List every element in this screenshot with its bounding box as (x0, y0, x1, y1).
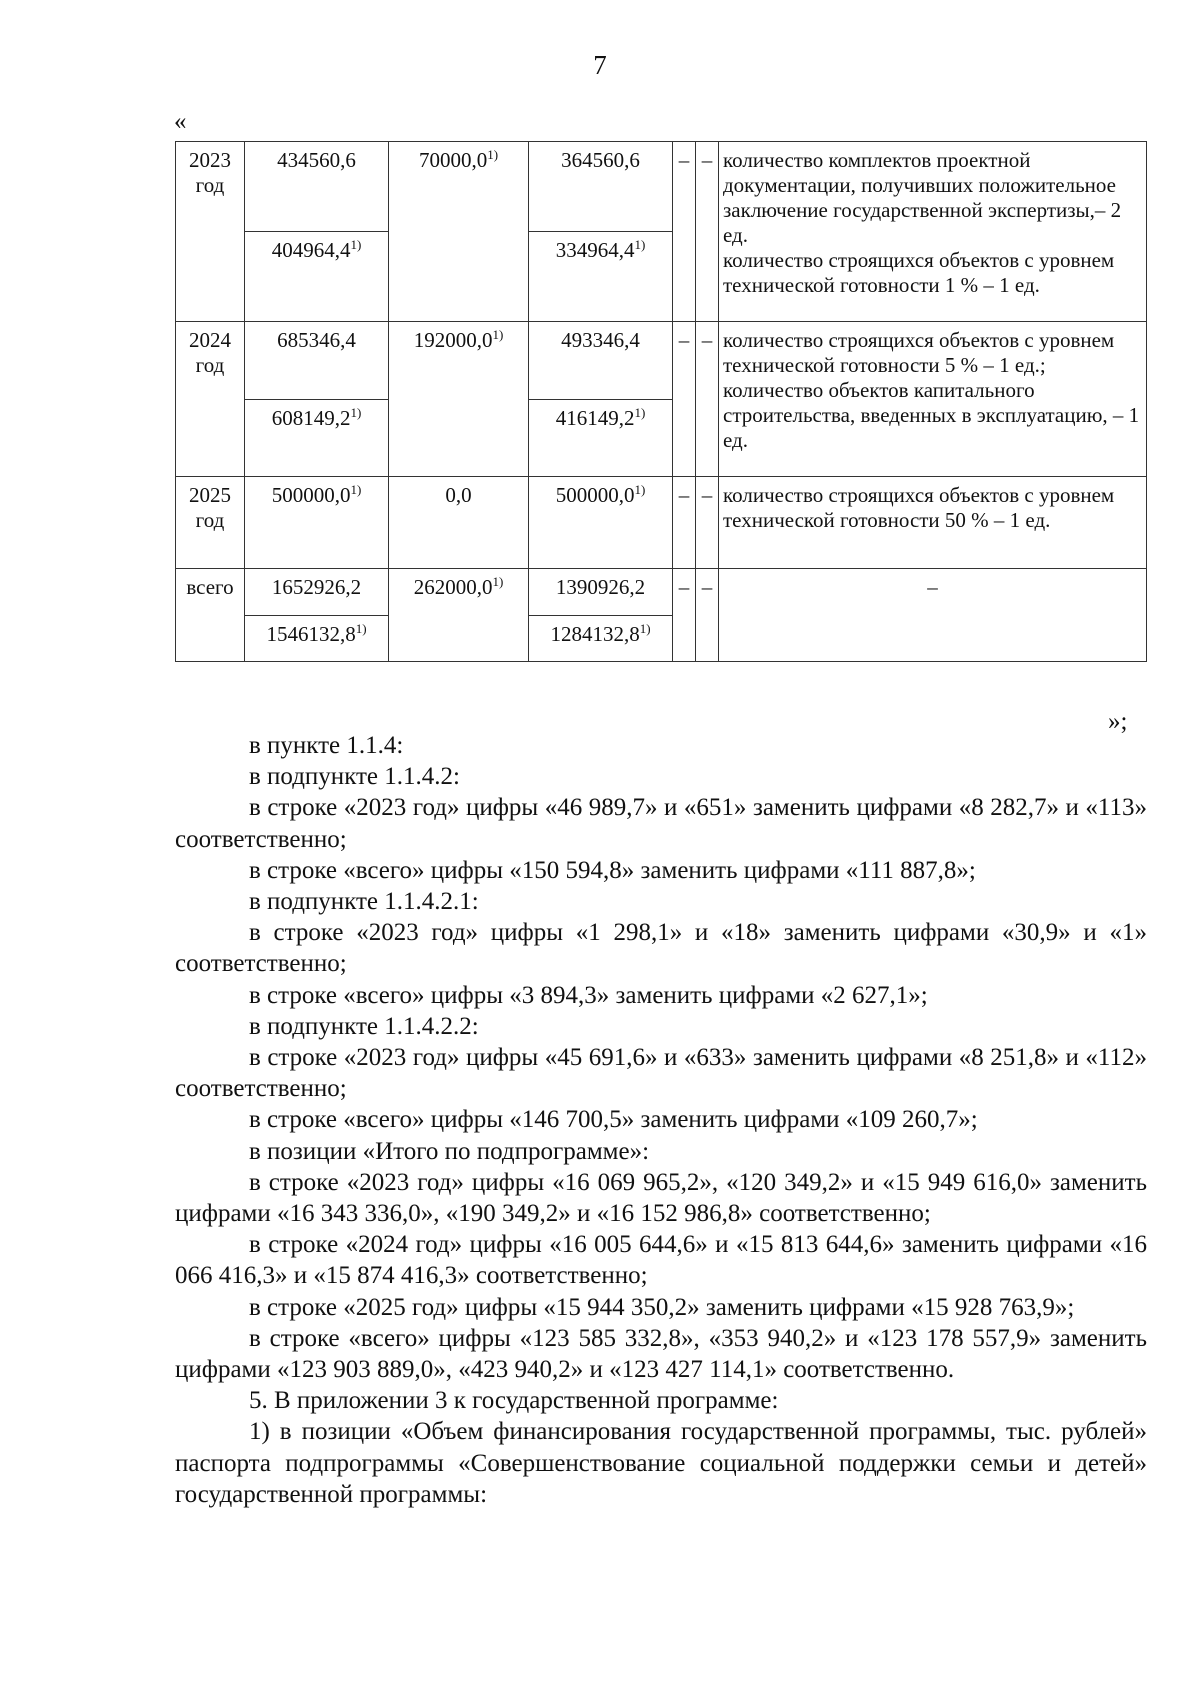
paragraph: в подпункте 1.1.4.2: (249, 763, 460, 791)
indicators-cell (719, 322, 1147, 477)
dash-cell: – (696, 142, 719, 322)
regional-alt-cell (529, 615, 673, 662)
total-alt-cell (245, 615, 389, 662)
footnote-mark: 1) (634, 237, 646, 252)
paragraph: в пункте 1.1.4: (249, 732, 404, 759)
total-alt-cell (245, 232, 389, 322)
indicators-text: количество строящихся объектов с уровнем технической готовности 50 % – 1 ед. (723, 483, 1115, 532)
table-row (176, 322, 1147, 400)
indicators-text: – (927, 575, 938, 599)
footnote-mark: 1) (639, 620, 651, 636)
paragraph: 1) в позиции «Объем финансирования государственной программы, тыс. рублей» паспорта подпрограммы «Совершенствование социальной поддержки семьи и детей» государственной программы: (175, 1418, 1147, 1508)
paragraph: в подпункте 1.1.4.2.1: (249, 888, 479, 916)
regional-cell (529, 322, 673, 400)
closing-quote: »; (1108, 708, 1128, 735)
federal-value: 70000,0 (418, 148, 488, 172)
regional-alt-value: 1284132,8 (550, 621, 640, 646)
footnote-mark: 1) (355, 620, 367, 636)
table-row (176, 569, 1147, 616)
paragraph: в подпункте 1.1.4.2.2: (249, 1012, 479, 1040)
paragraph: в строке «всего» цифры «150 594,8» заменить цифрами «111 887,8»; (249, 856, 976, 884)
total-cell (245, 569, 389, 616)
paragraph: в позиции «Итого по подпрограмме»: (249, 1137, 650, 1165)
indicators-cell (719, 477, 1147, 569)
dash-cell: – (673, 142, 696, 322)
dash-cell: – (673, 477, 696, 569)
footnote-mark: 1) (350, 404, 362, 420)
table-row (176, 477, 1147, 569)
total-cell (245, 322, 389, 400)
regional-value: 1390926,2 (555, 575, 646, 599)
regional-value: 500000,0 (555, 483, 635, 507)
federal-value: 192000,0 (413, 328, 493, 352)
regional-alt-value: 334964,4 (555, 238, 635, 262)
year-cell: 2025 год (176, 477, 245, 569)
regional-alt-cell (529, 232, 673, 322)
footnote-mark: 1) (634, 404, 646, 420)
total-value: 434560,6 (277, 148, 356, 172)
regional-alt-value: 416149,2 (555, 405, 635, 430)
regional-alt-cell (529, 399, 673, 477)
amendment-text (175, 730, 1147, 1510)
total-alt-value: 1546132,8 (266, 621, 356, 646)
total-value: 500000,0 (271, 483, 351, 507)
paragraph: в строке «2024 год» цифры «16 005 644,6» и «15 813 644,6» заменить цифрами «16 066 416,3» и «15 874 416,3» соответственно; (175, 1231, 1147, 1290)
regional-value: 493346,4 (561, 328, 640, 352)
total-cell (245, 142, 389, 232)
financing-table (175, 141, 1147, 662)
dash-cell: – (673, 322, 696, 477)
year-cell: 2023 год (176, 142, 245, 322)
opening-quote: « (174, 108, 187, 135)
indicators-text: количество строящихся объектов с уровнем технической готовности 5 % – 1 ед.; количество объектов капитального строительства, введенных в эксплуатацию, – 1 ед. (723, 328, 1140, 452)
indicators-text: количество комплектов проектной документации, получивших положительное заключение государственной экспертизы,– 2 ед. количество строящихся объектов с уровнем технической готовности 1 % – 1 ед. (723, 148, 1122, 297)
total-alt-cell (245, 399, 389, 477)
paragraph: в строке «2023 год» цифры «1 298,1» и «18» заменить цифрами «30,9» и «1» соответственно; (175, 919, 1147, 978)
federal-cell (389, 322, 529, 477)
footnote-mark: 1) (350, 237, 362, 252)
dash-cell: – (673, 569, 696, 662)
paragraph: в строке «2025 год» цифры «15 944 350,2» заменить цифрами «15 928 763,9»; (249, 1293, 1075, 1321)
federal-value: 0,0 (445, 483, 472, 507)
footnote-mark: 1) (492, 574, 504, 589)
footnote-mark: 1) (492, 327, 504, 342)
federal-cell (389, 569, 529, 662)
paragraph: 5. В приложении 3 к государственной программе: (249, 1387, 779, 1415)
paragraph: в строке «всего» цифры «146 700,5» заменить цифрами «109 260,7»; (249, 1106, 978, 1134)
federal-cell (389, 477, 529, 569)
regional-cell (529, 569, 673, 616)
regional-value: 364560,6 (561, 148, 640, 172)
paragraph: в строке «2023 год» цифры «16 069 965,2», «120 349,2» и «15 949 616,0» заменить цифрами «16 343 336,0», «190 349,2» и «16 152 986,8» соответственно; (175, 1168, 1147, 1228)
table-row (176, 142, 1147, 232)
dash-cell: – (696, 322, 719, 477)
year-cell: всего (176, 569, 245, 662)
footnote-mark: 1) (350, 482, 362, 497)
federal-value: 262000,0 (413, 575, 493, 599)
regional-cell (529, 142, 673, 232)
indicators-cell (719, 142, 1147, 322)
dash-cell: – (696, 477, 719, 569)
federal-cell (389, 142, 529, 322)
total-alt-value: 608149,2 (271, 405, 351, 430)
page-number: 7 (593, 50, 607, 80)
paragraph: в строке «2023 год» цифры «46 989,7» и «651» заменить цифрами «8 282,7» и «113» соответственно; (175, 794, 1147, 853)
dash-cell: – (696, 569, 719, 662)
paragraph: в строке «2023 год» цифры «45 691,6» и «633» заменить цифрами «8 251,8» и «112» соответственно; (175, 1044, 1147, 1103)
total-value: 1652926,2 (271, 575, 362, 599)
total-alt-value: 404964,4 (271, 238, 351, 262)
paragraph: в строке «всего» цифры «123 585 332,8», «353 940,2» и «123 178 557,9» заменить цифрами «123 903 889,0», «423 940,2» и «123 427 114,1» соответственно. (175, 1324, 1147, 1384)
paragraph: в строке «всего» цифры «3 894,3» заменить цифрами «2 627,1»; (249, 981, 928, 1009)
regional-cell (529, 477, 673, 569)
footnote-mark: 1) (487, 147, 499, 162)
total-value: 685346,4 (277, 328, 356, 352)
year-cell: 2024 год (176, 322, 245, 477)
footnote-mark: 1) (634, 482, 646, 497)
indicators-cell (719, 569, 1147, 662)
total-cell (245, 477, 389, 569)
